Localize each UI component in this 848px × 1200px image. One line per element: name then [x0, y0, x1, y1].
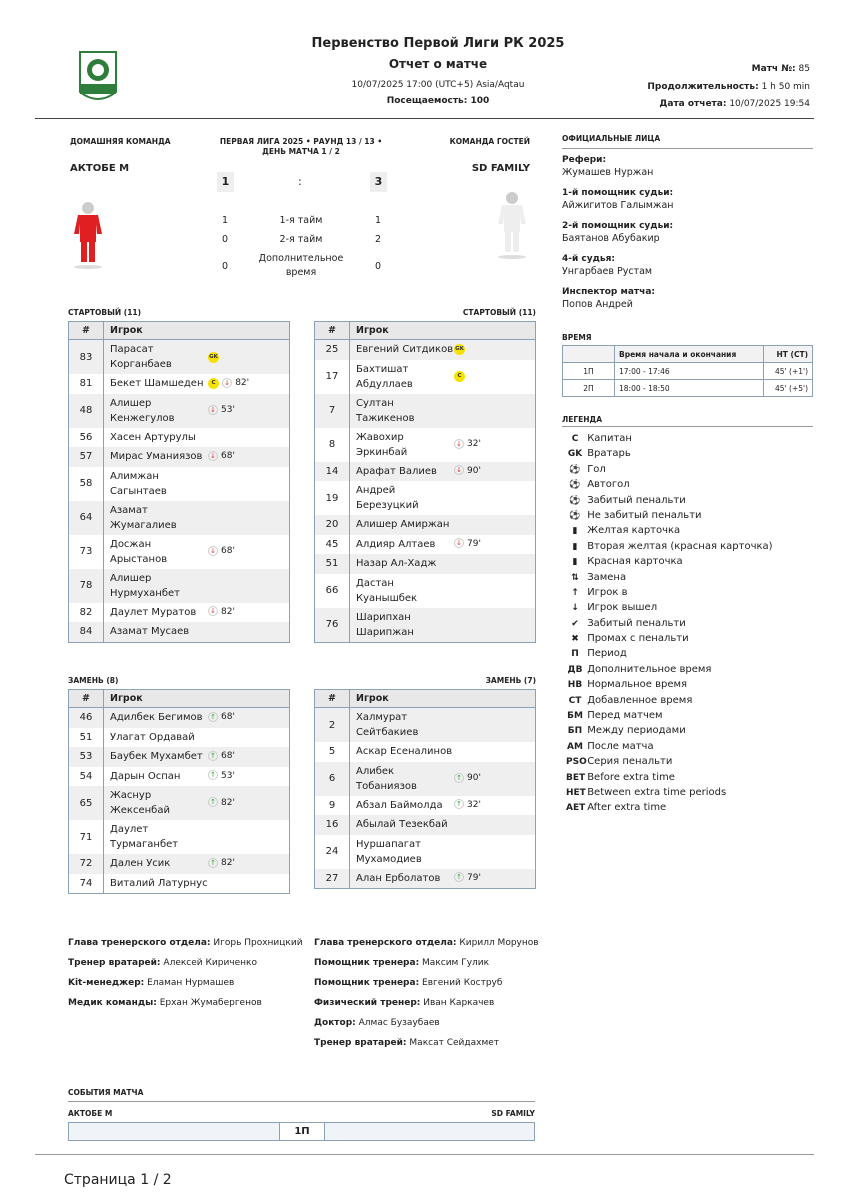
home-starting-table: [68, 321, 290, 643]
legend-icon: ✖: [571, 634, 579, 645]
official-item: 1-й помощник судьи: Айжигитов Галымжан: [562, 188, 674, 211]
table-row: [315, 708, 536, 743]
player-number: 57: [69, 447, 104, 467]
player-number: 72: [69, 854, 104, 874]
sub-in-event: ↑ 82': [208, 796, 235, 811]
legend-icon: BET: [566, 772, 586, 783]
legend-item: ⚽ Не забитый пенальти: [566, 508, 773, 523]
sub-out-icon: ↓: [454, 538, 464, 548]
player-name: Даулет Турмаганбет: [110, 824, 179, 850]
round-info: ПЕРВАЯ ЛИГА 2025 • РАУНД 13 / 13 • ДЕНЬ МАТЧА 1 / 2: [219, 137, 383, 156]
sub-in-icon: ↑: [208, 797, 218, 807]
legend-item: ▮ Вторая желтая (красная карточка): [566, 539, 773, 554]
table-row: [69, 394, 290, 428]
table-row: [315, 515, 536, 535]
player-number: 24: [315, 835, 350, 869]
legend-icon: ↑: [571, 587, 579, 598]
player-number: 16: [315, 815, 350, 835]
player-name: Адилбек Бегимов: [110, 712, 203, 723]
table-row: [69, 569, 290, 603]
player-name: Хасен Артурулы: [110, 431, 196, 443]
table-row: [315, 394, 536, 428]
home-half1: 1: [222, 215, 229, 226]
player-number: 84: [69, 622, 104, 642]
sub-in-event: ↑ 79': [454, 871, 481, 886]
sub-out-event: ↓ 68': [208, 544, 235, 559]
legend-item: ▮ Желтая карточка: [566, 523, 773, 538]
player-number: 25: [315, 340, 350, 360]
staff-item: Тренер вратарей: Максат Сейдахмет: [314, 1038, 500, 1048]
sub-in-icon: ↑: [208, 712, 218, 722]
match-datetime: 10/07/2025 17:00 (UTC+5) Asia/Aqtau: [351, 80, 525, 90]
home-team-name: АКТОБЕ М: [70, 163, 130, 174]
player-number: 54: [69, 767, 104, 787]
player-number: 2: [315, 708, 350, 743]
player-name: Даулет Муратов: [110, 606, 197, 618]
player-name: Азамат Жумагалиев: [110, 504, 177, 531]
sub-in-event: ↑ 68': [208, 749, 235, 764]
player-name: Улагат Ордавай: [110, 731, 195, 743]
legend-item: ✔ Забитый пенальти: [566, 616, 773, 631]
sub-out-icon: ↓: [208, 546, 218, 556]
match-duration: Продолжительность: 1 h 50 min: [647, 82, 810, 92]
sub-out-icon: ↓: [208, 606, 218, 616]
player-number: 58: [69, 467, 104, 501]
half2-label: 2-я тайм: [279, 234, 323, 245]
player-name: Абзал Баймолда: [356, 799, 443, 811]
official-item: Инспектор матча: Попов Андрей: [562, 287, 655, 310]
player-number: 74: [69, 874, 104, 894]
legend-item: ↓ Игрок вышел: [566, 600, 773, 615]
player-number: 7: [315, 394, 350, 428]
events-away: SD FAMILY: [491, 1109, 535, 1118]
table-row: [315, 554, 536, 574]
legend-icon: ▮: [572, 526, 578, 537]
staff-item: Kit-менеджер: Еламан Нурмашев: [68, 978, 235, 988]
player-name: Алдияр Алтаев: [356, 538, 436, 550]
away-score: 3: [370, 172, 387, 192]
player-number: 73: [69, 535, 104, 569]
sub-out-event: ↓ 90': [454, 464, 481, 479]
legend-title: ЛЕГЕНДА: [562, 415, 603, 424]
player-name: Назар Ал-Хадж: [356, 558, 437, 569]
table-row: [315, 340, 536, 360]
events-home: АКТОБЕ М: [68, 1109, 113, 1118]
sub-in-icon: ↑: [208, 858, 218, 868]
col-num: #: [69, 690, 104, 708]
player-name: Баубек Мухамбет: [110, 751, 203, 762]
player-name: Виталий Латурнус: [110, 877, 208, 889]
table-row: [69, 622, 290, 642]
player-number: 20: [315, 515, 350, 535]
sub-out-icon: ↓: [208, 405, 218, 415]
table-row: [315, 428, 536, 462]
staff-item: Доктор: Алмас Бузаубаев: [314, 1018, 440, 1028]
away-staff: [314, 938, 539, 1058]
legend-icon: GK: [567, 449, 583, 460]
sub-in-event: ↑ 53': [208, 769, 235, 784]
sub-out-event: ↓ 79': [454, 537, 481, 552]
table-row: [69, 747, 290, 767]
table-row: [69, 767, 290, 787]
table-row: [315, 835, 536, 869]
legend-icon: AET: [566, 803, 586, 814]
legend-icon: ⚽: [569, 495, 581, 506]
player-name: Жаснур Жексенбай: [110, 790, 170, 816]
player-name: Бекет Шамшеден: [110, 378, 204, 389]
player-name: Азамат Мусаев: [110, 626, 190, 637]
legend-item: AET After extra time: [566, 800, 773, 815]
player-name: Халмурат Сейтбакиев: [356, 712, 419, 738]
legend-icon: НВ: [567, 680, 583, 691]
legend-item: ⇅ Замена: [566, 570, 773, 585]
legend-item: П Период: [566, 646, 773, 661]
staff-item: Глава тренерского отдела: Игорь Прохницкий: [68, 938, 303, 948]
player-name: Алан Ерболатов: [356, 872, 441, 884]
player-number: 65: [69, 786, 104, 820]
legend-icon: ⚽: [569, 510, 581, 521]
score-separator: :: [298, 175, 302, 188]
table-row: [69, 820, 290, 854]
sub-out-event: ↓ 82': [208, 605, 235, 620]
match-number: Матч №: 85: [751, 64, 810, 74]
home-subs-table: [68, 689, 290, 894]
captain-badge: C: [208, 378, 219, 389]
page-title: Первенство Первой Лиги РК 2025: [311, 36, 565, 51]
staff-item: Помощник тренера: Евгений Коструб: [314, 978, 503, 988]
legend-icon: СТ: [568, 695, 582, 706]
player-name: Андрей Березуцкий: [356, 485, 419, 511]
player-name: Шарипхан Шарипжан: [356, 611, 414, 638]
table-row: [315, 796, 536, 816]
legend-item: СТ Добавленное время: [566, 693, 773, 708]
sub-in-event: ↑ 32': [454, 798, 481, 813]
captain-badge: C: [454, 371, 465, 382]
col-player: Игрок: [104, 322, 290, 340]
legend-item: ↑ Игрок в: [566, 585, 773, 600]
half1-label: 1-я тайм: [279, 215, 323, 226]
legend-icon: ✔: [571, 618, 579, 629]
sub-in-icon: ↑: [454, 773, 464, 783]
events-bar: [68, 1122, 535, 1141]
table-row: [69, 874, 290, 894]
player-number: 17: [315, 360, 350, 394]
player-number: 14: [315, 462, 350, 482]
sub-out-icon: ↓: [454, 465, 464, 475]
player-number: 5: [315, 742, 350, 762]
table-row: [69, 535, 290, 569]
officials-list: [562, 155, 673, 320]
player-name: Дален Усик: [110, 858, 171, 869]
player-number: 53: [69, 747, 104, 767]
away-team-name: SD FAMILY: [471, 163, 530, 174]
table-row: [69, 603, 290, 623]
away-subs-table: [314, 689, 536, 889]
goalkeeper-badge: GK: [454, 344, 465, 355]
player-name: Алишер Амиржан: [356, 519, 450, 530]
player-name: Алишер Кенжегулов: [110, 397, 175, 424]
legend-icon: C: [571, 434, 579, 444]
sub-in-event: ↑ 68': [208, 710, 235, 725]
sub-out-event: ↓ 68': [208, 449, 235, 464]
col-player: Игрок: [350, 322, 536, 340]
staff-item: Помощник тренера: Максим Гулик: [314, 958, 490, 968]
legend-item: БМ Перед матчем: [566, 708, 773, 723]
home-kit-icon: [70, 200, 106, 270]
col-num: #: [69, 322, 104, 340]
legend-item: ⚽ Забитый пенальти: [566, 493, 773, 508]
legend-icon: ⇅: [571, 572, 579, 583]
table-row: [69, 728, 290, 748]
player-name: Алишер Нурмуханбет: [110, 572, 180, 599]
home-score: 1: [217, 172, 234, 192]
home-subs-label: ЗАМЕНЬ (8): [68, 676, 119, 685]
player-name: Бахтишат Абдуллаев: [356, 363, 413, 390]
table-row: [69, 501, 290, 535]
table-row: [69, 374, 290, 394]
col-num: #: [315, 690, 350, 708]
staff-item: Глава тренерского отдела: Кирилл Морунов: [314, 938, 539, 948]
legend-icon: БП: [567, 726, 583, 737]
player-number: 66: [315, 574, 350, 608]
player-name: Абылай Тезекбай: [356, 819, 448, 830]
player-number: 64: [69, 501, 104, 535]
legend-item: C Капитан: [566, 431, 773, 446]
legend-list: [566, 431, 773, 816]
legend-icon: ⚽: [569, 464, 581, 475]
legend-icon: ↓: [571, 603, 579, 614]
legend-icon: АМ: [567, 741, 583, 752]
sub-out-icon: ↓: [454, 439, 464, 449]
table-row: [315, 481, 536, 515]
away-subs-label: ЗАМЕНЬ (7): [485, 676, 536, 685]
away-starting-table: [314, 321, 536, 643]
player-name: Жавохир Эркинбай: [356, 431, 408, 458]
table-row: [69, 340, 290, 375]
player-number: 51: [315, 554, 350, 574]
legend-icon: HET: [566, 787, 586, 798]
player-name: Дастан Куанышбек: [356, 577, 418, 604]
legend-item: ⚽ Автогол: [566, 477, 773, 492]
legend-icon: ДВ: [567, 664, 583, 675]
away-kit-icon: [494, 190, 530, 260]
col-player: Игрок: [104, 690, 290, 708]
table-row: [69, 428, 290, 448]
legend-item: ✖ Промах с пенальти: [566, 631, 773, 646]
player-number: 9: [315, 796, 350, 816]
player-number: 19: [315, 481, 350, 515]
staff-item: Медик команды: Ерхан Жумабергенов: [68, 998, 262, 1008]
home-et: 0: [222, 261, 229, 272]
sub-in-icon: ↑: [454, 872, 464, 882]
home-label: ДОМАШНЯЯ КОМАНДА: [70, 137, 171, 146]
goalkeeper-badge: GK: [208, 352, 219, 363]
sub-in-event: ↑ 82': [208, 856, 235, 871]
table-row: [315, 869, 536, 889]
sub-in-icon: ↑: [208, 751, 218, 761]
table-row: [69, 786, 290, 820]
sub-in-event: ↑ 90': [454, 771, 481, 786]
away-et: 0: [375, 261, 382, 272]
player-number: 71: [69, 820, 104, 854]
player-number: 6: [315, 762, 350, 796]
player-name: Аскар Есеналинов: [356, 746, 453, 757]
player-name: Евгений Ситдиков: [356, 344, 454, 355]
time-table: Время начала и окончания HT (CT) 1П 17:00 - 17:46 45' (+1') 2П 18:00 - 18:50 45' (+5'): [562, 345, 813, 397]
home-half2: 0: [222, 234, 229, 245]
table-row: [69, 467, 290, 501]
legend-icon: ▮: [572, 557, 578, 568]
legend-icon: БМ: [567, 711, 583, 722]
sub-in-icon: ↑: [454, 799, 464, 809]
official-item: 2-й помощник судьи: Баятанов Абубакир: [562, 221, 674, 244]
player-name: Мирас Уманиязов: [110, 451, 203, 462]
away-start-label: СТАРТОВЫЙ (11): [462, 308, 536, 317]
sub-in-icon: ↑: [208, 770, 218, 780]
home-staff: [68, 938, 303, 1018]
legend-icon: PSO: [566, 757, 587, 768]
away-half2: 2: [375, 234, 382, 245]
player-number: 82: [69, 603, 104, 623]
player-name: Нуршапагат Мухамодиев: [356, 838, 422, 865]
table-row: [315, 462, 536, 482]
player-name: Досжан Арыстанов: [110, 538, 168, 565]
player-number: 48: [69, 394, 104, 428]
player-number: 81: [69, 374, 104, 394]
sub-out-event: ↓ 32': [454, 437, 481, 452]
away-label: КОМАНДА ГОСТЕЙ: [449, 137, 530, 146]
player-name: Дарын Оспан: [110, 770, 181, 782]
player-number: 45: [315, 535, 350, 555]
events-title: СОБЫТИЯ МАТЧА: [68, 1088, 144, 1097]
player-number: 51: [69, 728, 104, 748]
home-start-label: СТАРТОВЫЙ (11): [68, 308, 142, 317]
player-name: Алимжан Сагынтаев: [110, 470, 167, 497]
legend-item: PSO Серия пенальти: [566, 754, 773, 769]
player-number: 83: [69, 340, 104, 375]
table-row: [315, 608, 536, 643]
table-row: [69, 854, 290, 874]
col-num: #: [315, 322, 350, 340]
table-row: [315, 815, 536, 835]
legend-item: ▮ Красная карточка: [566, 554, 773, 569]
events-period: 1П: [279, 1123, 325, 1140]
legend-item: ⚽ Гол: [566, 462, 773, 477]
player-name: Арафат Валиев: [356, 465, 437, 477]
table-row: [315, 360, 536, 394]
staff-item: Тренер вратарей: Алексей Кириченко: [68, 958, 257, 968]
report-subtitle: Отчет о матче: [388, 57, 488, 71]
legend-icon: П: [571, 649, 579, 660]
legend-item: ДВ Дополнительное время: [566, 662, 773, 677]
et-label: Дополнительное время: [258, 253, 344, 278]
sub-out-icon: ↓: [222, 378, 232, 388]
official-item: Рефери: Жумашев Нуржан: [562, 155, 654, 178]
player-name: Парасат Корганбаев: [110, 344, 172, 370]
page-number: Страница 1 / 2: [64, 1172, 172, 1188]
legend-item: БП Между периодами: [566, 723, 773, 738]
official-item: 4-й судья: Унгарбаев Рустам: [562, 254, 653, 277]
sub-out-icon: ↓: [208, 451, 218, 461]
col-player: Игрок: [350, 690, 536, 708]
legend-item: GK Вратарь: [566, 446, 773, 461]
player-name: Алибек Тобаниязов: [356, 765, 417, 792]
legend-item: НВ Нормальное время: [566, 677, 773, 692]
legend-icon: ▮: [572, 541, 578, 552]
attendance: Посещаемость: 100: [386, 96, 490, 106]
legend-item: BET Before extra time: [566, 770, 773, 785]
player-number: 46: [69, 708, 104, 728]
table-row: [315, 535, 536, 555]
legend-item: HET Between extra time periods: [566, 785, 773, 800]
player-name: Султан Тажикенов: [356, 397, 415, 424]
report-date: Дата отчета: 10/07/2025 19:54: [659, 99, 810, 109]
staff-item: Физический тренер: Иван Каркачев: [314, 998, 495, 1008]
player-number: 78: [69, 569, 104, 603]
sub-out-event: ↓ 53': [208, 403, 235, 418]
player-number: 56: [69, 428, 104, 448]
player-number: 27: [315, 869, 350, 889]
table-row: [315, 742, 536, 762]
officials-title: ОФИЦИАЛЬНЫЕ ЛИЦА: [562, 134, 661, 143]
table-row: [69, 708, 290, 728]
legend-item: АМ После матча: [566, 739, 773, 754]
table-row: [315, 574, 536, 608]
table-row: [69, 447, 290, 467]
table-row: [315, 762, 536, 796]
time-title: ВРЕМЯ: [562, 333, 592, 342]
player-number: 76: [315, 608, 350, 643]
legend-icon: ⚽: [569, 480, 581, 491]
sub-out-event: ↓ 82': [222, 376, 249, 391]
player-number: 8: [315, 428, 350, 462]
away-half1: 1: [375, 215, 382, 226]
